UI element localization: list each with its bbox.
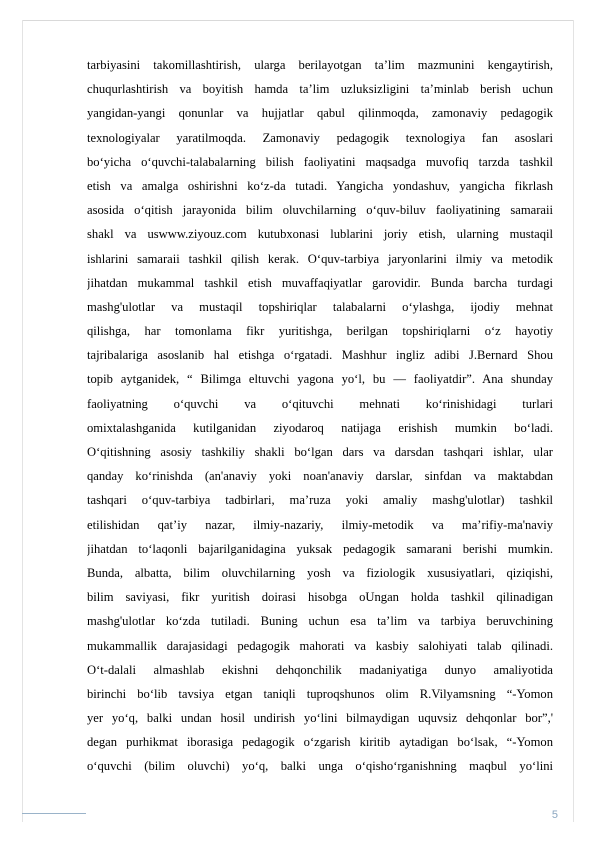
text-line: texnologiyalar yaratilmoqda. Zamonaviy pedagogik texnologiya fan asoslari <box>87 130 553 145</box>
text-line: shakl va uswww.ziyouz.com kutubxonasi lublarini joriy etish, ularning mustaqil <box>87 227 553 242</box>
text-line: mashg'ulotlar ko‘zda tutiladi. Buning uchun esa ta’lim va tarbiya beruvchining <box>87 614 553 629</box>
text-line: qilishga, har tomonlama fikr yuritishga, berilgan topshiriqlarni o‘z hayotiy <box>87 324 553 339</box>
text-line: yangidan-yangi qonunlar va hujjatlar qabul qilinmoqda, zamonaviy pedagogik <box>87 106 553 121</box>
text-line: tashqari o‘quv-tarbiya tadbirlari, ma’ruza yoki amaliy mashg'ulotlar) tashkil <box>87 493 553 508</box>
text-line: omixtalashganida kutilganidan ziyodaroq natijaga erishish mumkin bo‘ladi. <box>87 420 553 435</box>
text-line: etilishidan qat’iy nazar, ilmiy-nazariy, ilmiy-metodik va ma’rifiy-ma'naviy <box>87 517 553 532</box>
text-line: tajribalariga asoslanib hal etishga o‘rgatadi. Mashhur ingliz adibi J.Bernard Shou <box>87 348 553 363</box>
text-line: birinchi bo‘lib tavsiya etgan taniqli tuproqshunos olim R.Vilyamsning “-Yomon <box>87 686 553 701</box>
text-line: chuqurlashtirish va boyitish hamda ta’lim uzluksizligini ta’minlab berish uchun <box>87 82 553 97</box>
text-line: ishlarini samaraii tashkil qilish kerak. O‘quv-tarbiya jaryonlarini ilmiy va metodik <box>87 251 553 266</box>
page-frame-top <box>22 20 574 21</box>
body-text <box>87 53 553 779</box>
text-line: O‘t-dalali almashlab ekishni dehqonchilik madaniyatiga dunyo amaliyotida <box>87 662 553 677</box>
text-line: yer yo‘q, balki undan hosil undirish yo‘lini bilmaydigan uquvsiz dehqonlar bor”,' <box>87 711 553 726</box>
text-line: mukammallik darajasidagi pedagogik mahorati va kasbiy salohiyati talab qilinadi. <box>87 638 553 653</box>
footer-divider <box>22 813 86 814</box>
text-line: o‘quvchi (bilim oluvchi) yo‘q, balki unga o‘qisho‘rganishning maqbul yo‘lini <box>87 759 553 774</box>
page-frame-right <box>573 20 574 822</box>
text-line: tarbiyasini takomillashtirish, ularga berilayotgan ta’lim mazmunini kengaytirish, <box>87 58 553 72</box>
text-line: etish va amalga oshirishni ko‘z-da tutadi. Yangicha yondashuv, yangicha fikrlash <box>87 178 553 193</box>
text-line: O‘qitishning asosiy tashkiliy shakli bo‘lgan dars va darsdan tashqari ishlar, ular <box>87 445 553 459</box>
text-line: faoliyatning o‘quvchi va o‘qituvchi mehnati ko‘rinishidagi turlari <box>87 396 553 411</box>
text-line: bilim saviyasi, fikr yuritish doirasi hisobga oUngan holda tashkil qilinadigan <box>87 590 553 605</box>
page-frame-left <box>22 20 23 822</box>
text-line: mashg'ulotlar va mustaqil topshiriqlar talabalarni o‘ylashga, ijodiy mehnat <box>87 299 553 314</box>
page-number: 5 <box>551 809 558 821</box>
text-line: bo‘yicha o‘quvchi-talabalarning bilish faoliyatini maqsadga muvofiq tarzda tashkil <box>87 154 553 169</box>
text-line: Bunda, albatta, bilim oluvchilarning yosh va fiziologik xususiyatlari, qiziqishi, <box>87 565 553 580</box>
text-line: degan purhikmat iborasiga pedagogik o‘zgarish kiritib aytadigan bo‘lsak, “-Yomon <box>87 735 553 750</box>
text-line: jihatdan mukammal tashkil etish muvaffaqiyatlar garovidir. Bunda barcha turdagi <box>87 275 553 290</box>
text-line: asosida o‘qitish jarayonida bilim oluvchilarning o‘quv-biluv faoliyatining samaraii <box>87 203 553 218</box>
text-line: qanday ko‘rinishda (an'anaviy yoki noan'anaviy darslar, sinfdan va maktabdan <box>87 469 553 484</box>
text-line: jihatdan to‘laqonli bajarilganidagina yuksak pedagogik samarani berishi mumkin. <box>87 541 553 556</box>
text-line: topib aytganidek, “ Bilimga eltuvchi yagona yo‘l, bu — faoliyatdir”. Ana shunday <box>87 372 553 387</box>
